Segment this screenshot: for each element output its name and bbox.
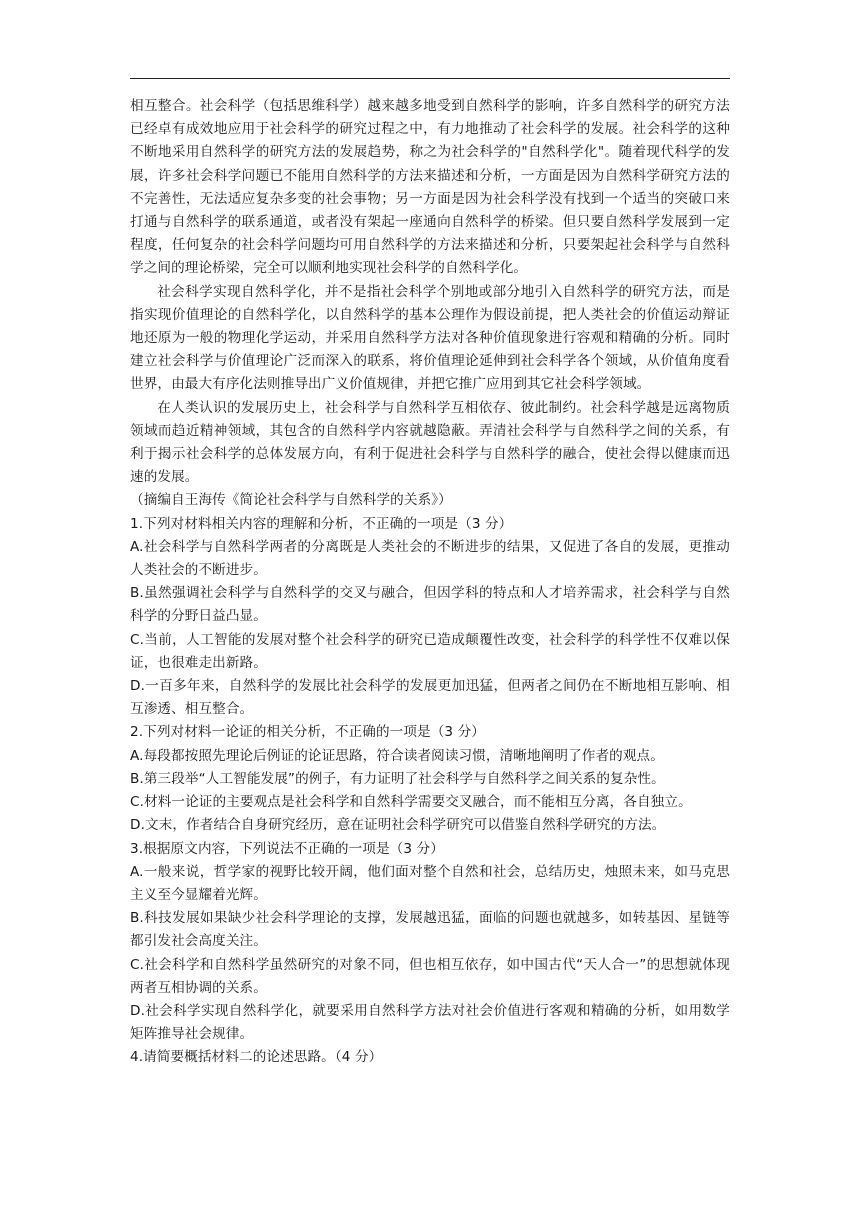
question-2-option-a: A.每段都按照先理论后例证的论证思路，符合读者阅读习惯，清晰地阐明了作者的观点。 <box>130 747 664 764</box>
question-3-option-c: C.社会科学和自然科学虽然研究的对象不同，但也相互依存，如中国古代“天人合一”的思想就体现两者互相协调的关系。 <box>130 956 730 996</box>
question-1-stem: 1.下列对材料相关内容的理解和分析，不正确的一项是（3 分） <box>130 515 513 532</box>
header-rule <box>130 78 730 79</box>
question-2-stem: 2.下列对材料一论证的相关分析，不正确的一项是（3 分） <box>130 724 485 741</box>
paragraph-1: 相互整合。社会科学（包括思维科学）越来越多地受到自然科学的影响，许多自然科学的研究方法已经卓有成效地应用于社会科学的研究过程之中，有力地推动了社会科学的发展。社会科学的这种不断地采用自然科学的研究方法的发展趋势，称之为社会科学的"自然科学化"。随着现代科学的发展，许多社会科学问题已不能用自然科学的方法来描述和分析，一方面是因为自然科学研究方法的不完善性，无法适应复杂多变的社会事物；另一方面是因为社会科学没有找到一个适当的突破口来打通与自然科学的联系通道，或者没有架起一座通向自然科学的桥梁。但只要自然科学发展到一定程度，任何复杂的社会科学问题均可用自然科学的方法来描述和分析，只要架起社会科学与自然科学之间的理论桥梁，完全可以顺利地实现社会科学的自然科学化。 <box>130 98 730 277</box>
paragraph-3: 在人类认识的发展历史上，社会科学与自然科学互相依存、彼此制约。社会科学越是远离物质领域而趋近精神领域，其包含的自然科学内容就越隐蔽。弄清社会科学与自然科学之间的关系，有利于揭示社会科学的总体发展方向，有利于促进社会科学与自然科学的融合，使社会得以健康而迅速的发展。 <box>130 399 730 486</box>
question-3-stem: 3.根据原文内容，下列说法不正确的一项是（3 分） <box>130 840 444 857</box>
question-3-option-a: A.一般来说，哲学家的视野比较开阔，他们面对整个自然和社会，总结历史，烛照未来，如马克思主义至今显耀着光辉。 <box>130 863 730 903</box>
question-2-option-c: C.材料一论证的主要观点是社会科学和自然科学需要交叉融合，而不能相互分离，各自独立。 <box>130 794 692 811</box>
question-3-option-d: D.社会科学实现自然科学化，就要采用自然科学方法对社会价值进行客观和精确的分析，如用数学矩阵推导社会规律。 <box>130 1002 730 1043</box>
question-1-option-d: D.一百多年来，自然科学的发展比社会科学的发展更加迅猛，但两者之间仍在不断地相互影响、相互渗透、相互整合。 <box>130 678 730 718</box>
paragraph-2: 社会科学实现自然科学化，并不是指社会科学个别地或部分地引入自然科学的研究方法，而是指实现价值理论的自然科学化，以自然科学的基本公理作为假设前提，把人类社会的价值运动辩证地还原为一般的物理化学运动，并采用自然科学方法对各种价值现象进行容观和精确的分析。同时建立社会科学与价值理论广泛而深入的联系，将价值理论延伸到社会科学各个领域，从价值角度看世界，由最大有序化法则推导出广义价值规律，并把它推广应用到其它社会科学领域。 <box>130 283 730 393</box>
question-2-option-b: B.第三段举“人工智能发展”的例子，有力证明了社会科学与自然科学之间关系的复杂性。 <box>130 770 665 787</box>
question-1-option-c: C.当前，人工智能的发展对整个社会科学的研究已造成颠覆性改变，社会科学的科学性不仅难以保证，也很难走出新路。 <box>130 631 730 671</box>
source-citation: （摘编自王海传《简论社会科学与自然科学的关系》） <box>130 492 452 509</box>
question-1-option-a: A.社会科学与自然科学两者的分离既是人类社会的不断进步的结果，又促进了各自的发展，更推动人类社会的不断进步。 <box>130 538 730 579</box>
document-body <box>130 95 730 1070</box>
question-4-stem: 4.请简要概括材料二的论述思路。（4 分） <box>130 1049 383 1066</box>
question-2-option-d: D.文末，作者结合自身研究经历，意在证明社会科学研究可以借鉴自然科学研究的方法。 <box>130 817 666 834</box>
question-3-option-b: B.科技发展如果缺少社会科学理论的支撑，发展越迅猛，面临的问题也就越多，如转基因、星链等都引发社会高度关注。 <box>130 910 730 950</box>
question-1-option-b: B.虽然强调社会科学与自然科学的交叉与融合，但因学科的特点和人才培养需求，社会科学与自然科学的分野日益凸显。 <box>130 585 730 625</box>
